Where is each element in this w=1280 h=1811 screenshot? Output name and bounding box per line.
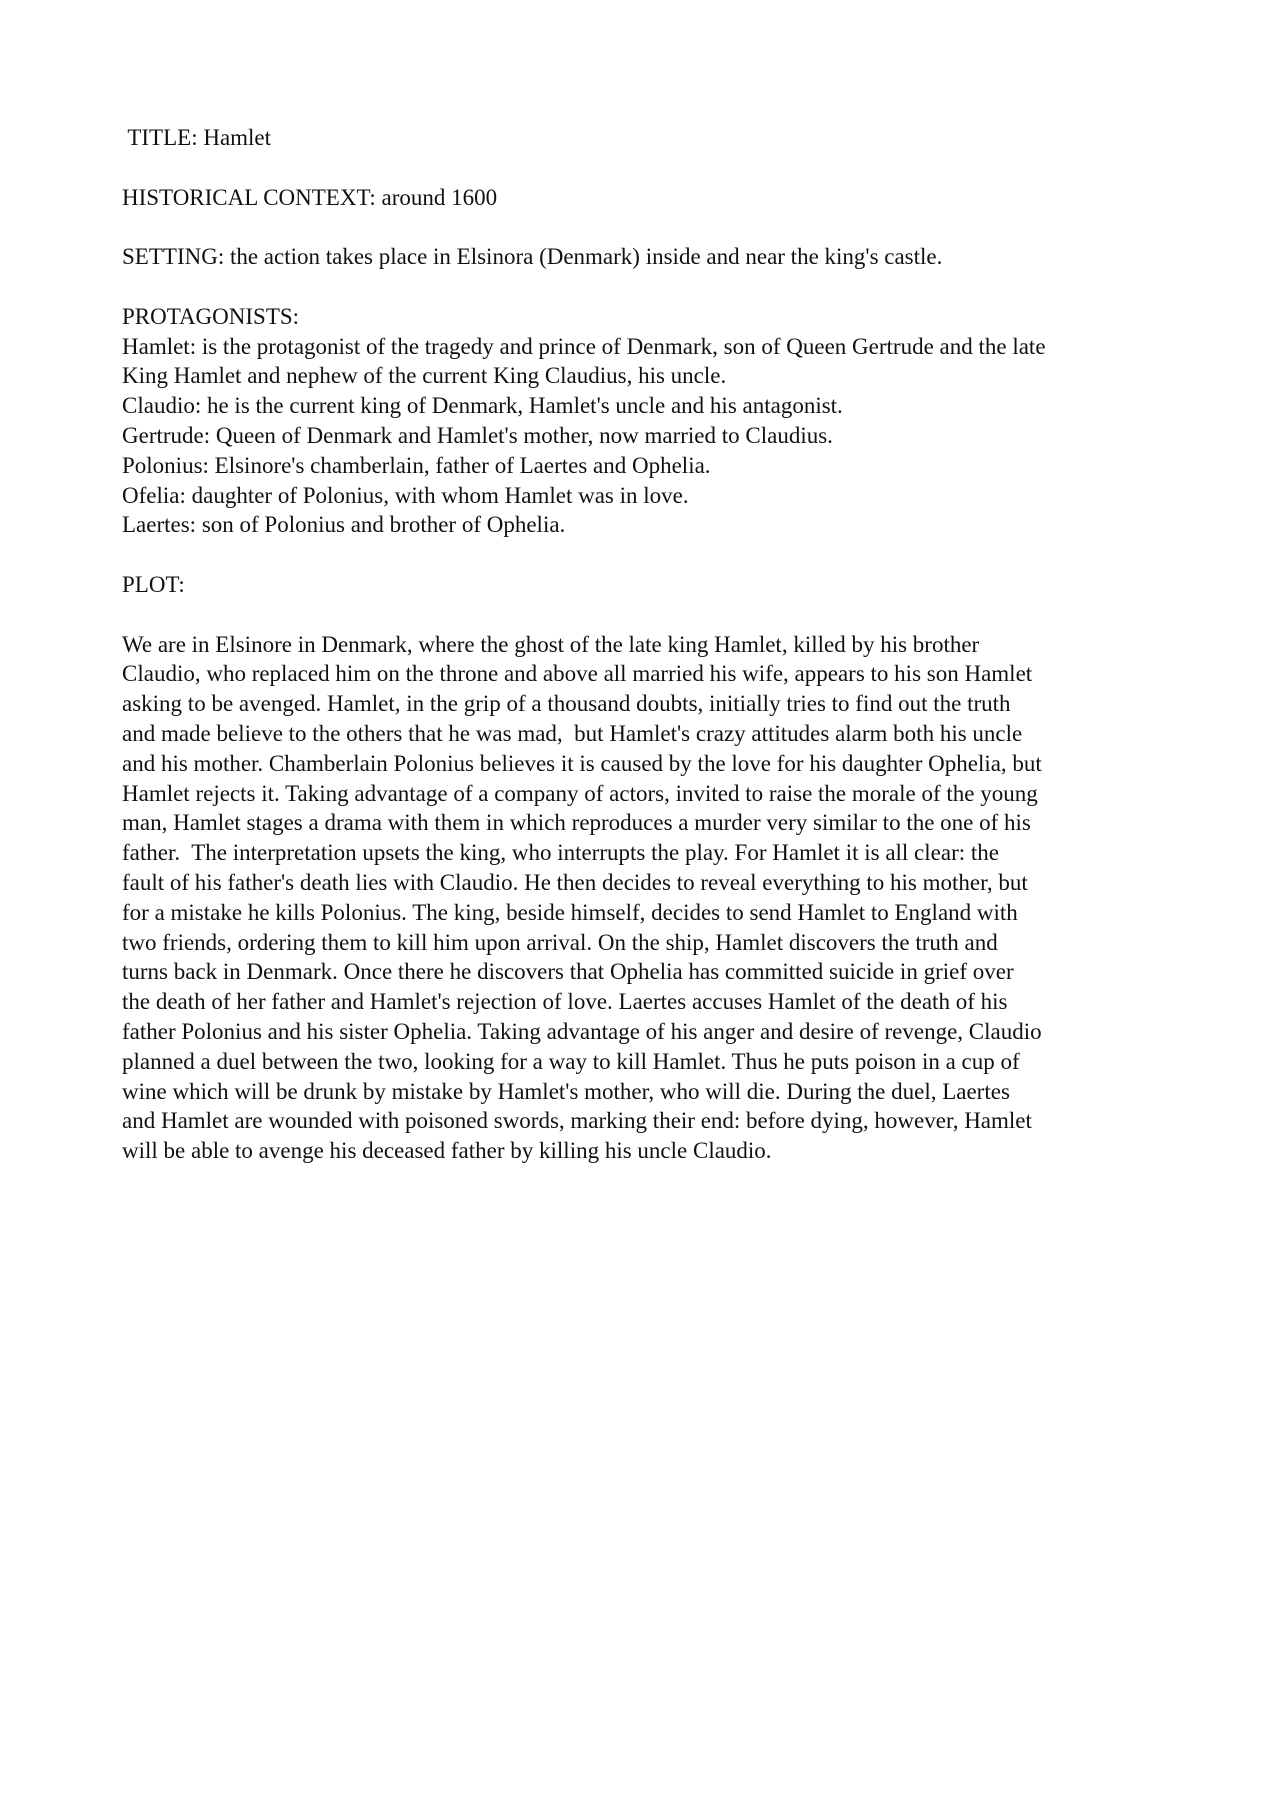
plot-line: will be able to avenge his deceased father by killing his uncle Claudio. [122, 1138, 772, 1164]
protagonist-line: King Hamlet and nephew of the current King Claudius, his uncle. [122, 363, 727, 389]
plot-heading: PLOT: [122, 571, 185, 597]
setting-line: SETTING: the action takes place in Elsinora (Denmark) inside and near the king's castle. [122, 244, 943, 270]
plot-line: asking to be avenged. Hamlet, in the grip of a thousand doubts, initially tries to find out the truth [122, 691, 1011, 717]
document-body [122, 123, 1172, 1166]
plot-line: fault of his father's death lies with Claudio. He then decides to reveal everything to his mother, but [122, 869, 1028, 895]
paragraph-gap [122, 212, 1172, 242]
protagonist-line: Polonius: Elsinore's chamberlain, father of Laertes and Ophelia. [122, 452, 711, 478]
plot-line: the death of her father and Hamlet's rejection of love. Laertes accuses Hamlet of the death of his [122, 989, 1008, 1015]
plot-line: for a mistake he kills Polonius. The king, beside himself, decides to send Hamlet to England with [122, 899, 1018, 925]
plot-line: and made believe to the others that he was mad, but Hamlet's crazy attitudes alarm both his uncle [122, 720, 1023, 746]
paragraph-gap [122, 272, 1172, 302]
plot-line: planned a duel between the two, looking for a way to kill Hamlet. Thus he puts poison in a cup of [122, 1048, 1020, 1074]
plot-line: father. The interpretation upsets the king, who interrupts the play. For Hamlet it is all clear: the [122, 840, 999, 866]
title-line: TITLE: Hamlet [122, 125, 272, 150]
protagonist-line: Ofelia: daughter of Polonius, with whom Hamlet was in love. [122, 482, 689, 508]
plot-line: and his mother. Chamberlain Polonius believes it is caused by the love for his daughter Ophelia, but [122, 750, 1042, 776]
plot-line: man, Hamlet stages a drama with them in which reproduces a murder very similar to the one of his [122, 810, 1031, 836]
plot-line: turns back in Denmark. Once there he discovers that Ophelia has committed suicide in grief over [122, 959, 1014, 985]
protagonist-line: Gertrude: Queen of Denmark and Hamlet's mother, now married to Claudius. [122, 422, 833, 448]
paragraph-gap [122, 600, 1172, 630]
plot-line: two friends, ordering them to kill him upon arrival. On the ship, Hamlet discovers the truth and [122, 929, 998, 955]
plot-line: We are in Elsinore in Denmark, where the ghost of the late king Hamlet, killed by his brother [122, 631, 980, 657]
protagonists-heading: PROTAGONISTS: [122, 303, 300, 329]
plot-line: Hamlet rejects it. Taking advantage of a company of actors, invited to raise the morale of the young [122, 780, 1038, 806]
paragraph-gap [122, 153, 1172, 183]
plot-line: Claudio, who replaced him on the throne and above all married his wife, appears to his son Hamlet [122, 661, 1033, 687]
protagonist-line: Hamlet: is the protagonist of the tragedy and prince of Denmark, son of Queen Gertrude and the late [122, 333, 1046, 359]
protagonist-line: Claudio: he is the current king of Denmark, Hamlet's uncle and his antagonist. [122, 393, 843, 419]
protagonist-line: Laertes: son of Polonius and brother of Ophelia. [122, 512, 566, 538]
plot-line: and Hamlet are wounded with poisoned swords, marking their end: before dying, however, Hamlet [122, 1108, 1032, 1134]
plot-line: wine which will be drunk by mistake by Hamlet's mother, who will die. During the duel, Laertes [122, 1078, 1010, 1104]
plot-line: father Polonius and his sister Ophelia. Taking advantage of his anger and desire of revenge, Claudio [122, 1018, 1042, 1044]
historical-context-line: HISTORICAL CONTEXT: around 1600 [122, 184, 498, 210]
paragraph-gap [122, 540, 1172, 570]
